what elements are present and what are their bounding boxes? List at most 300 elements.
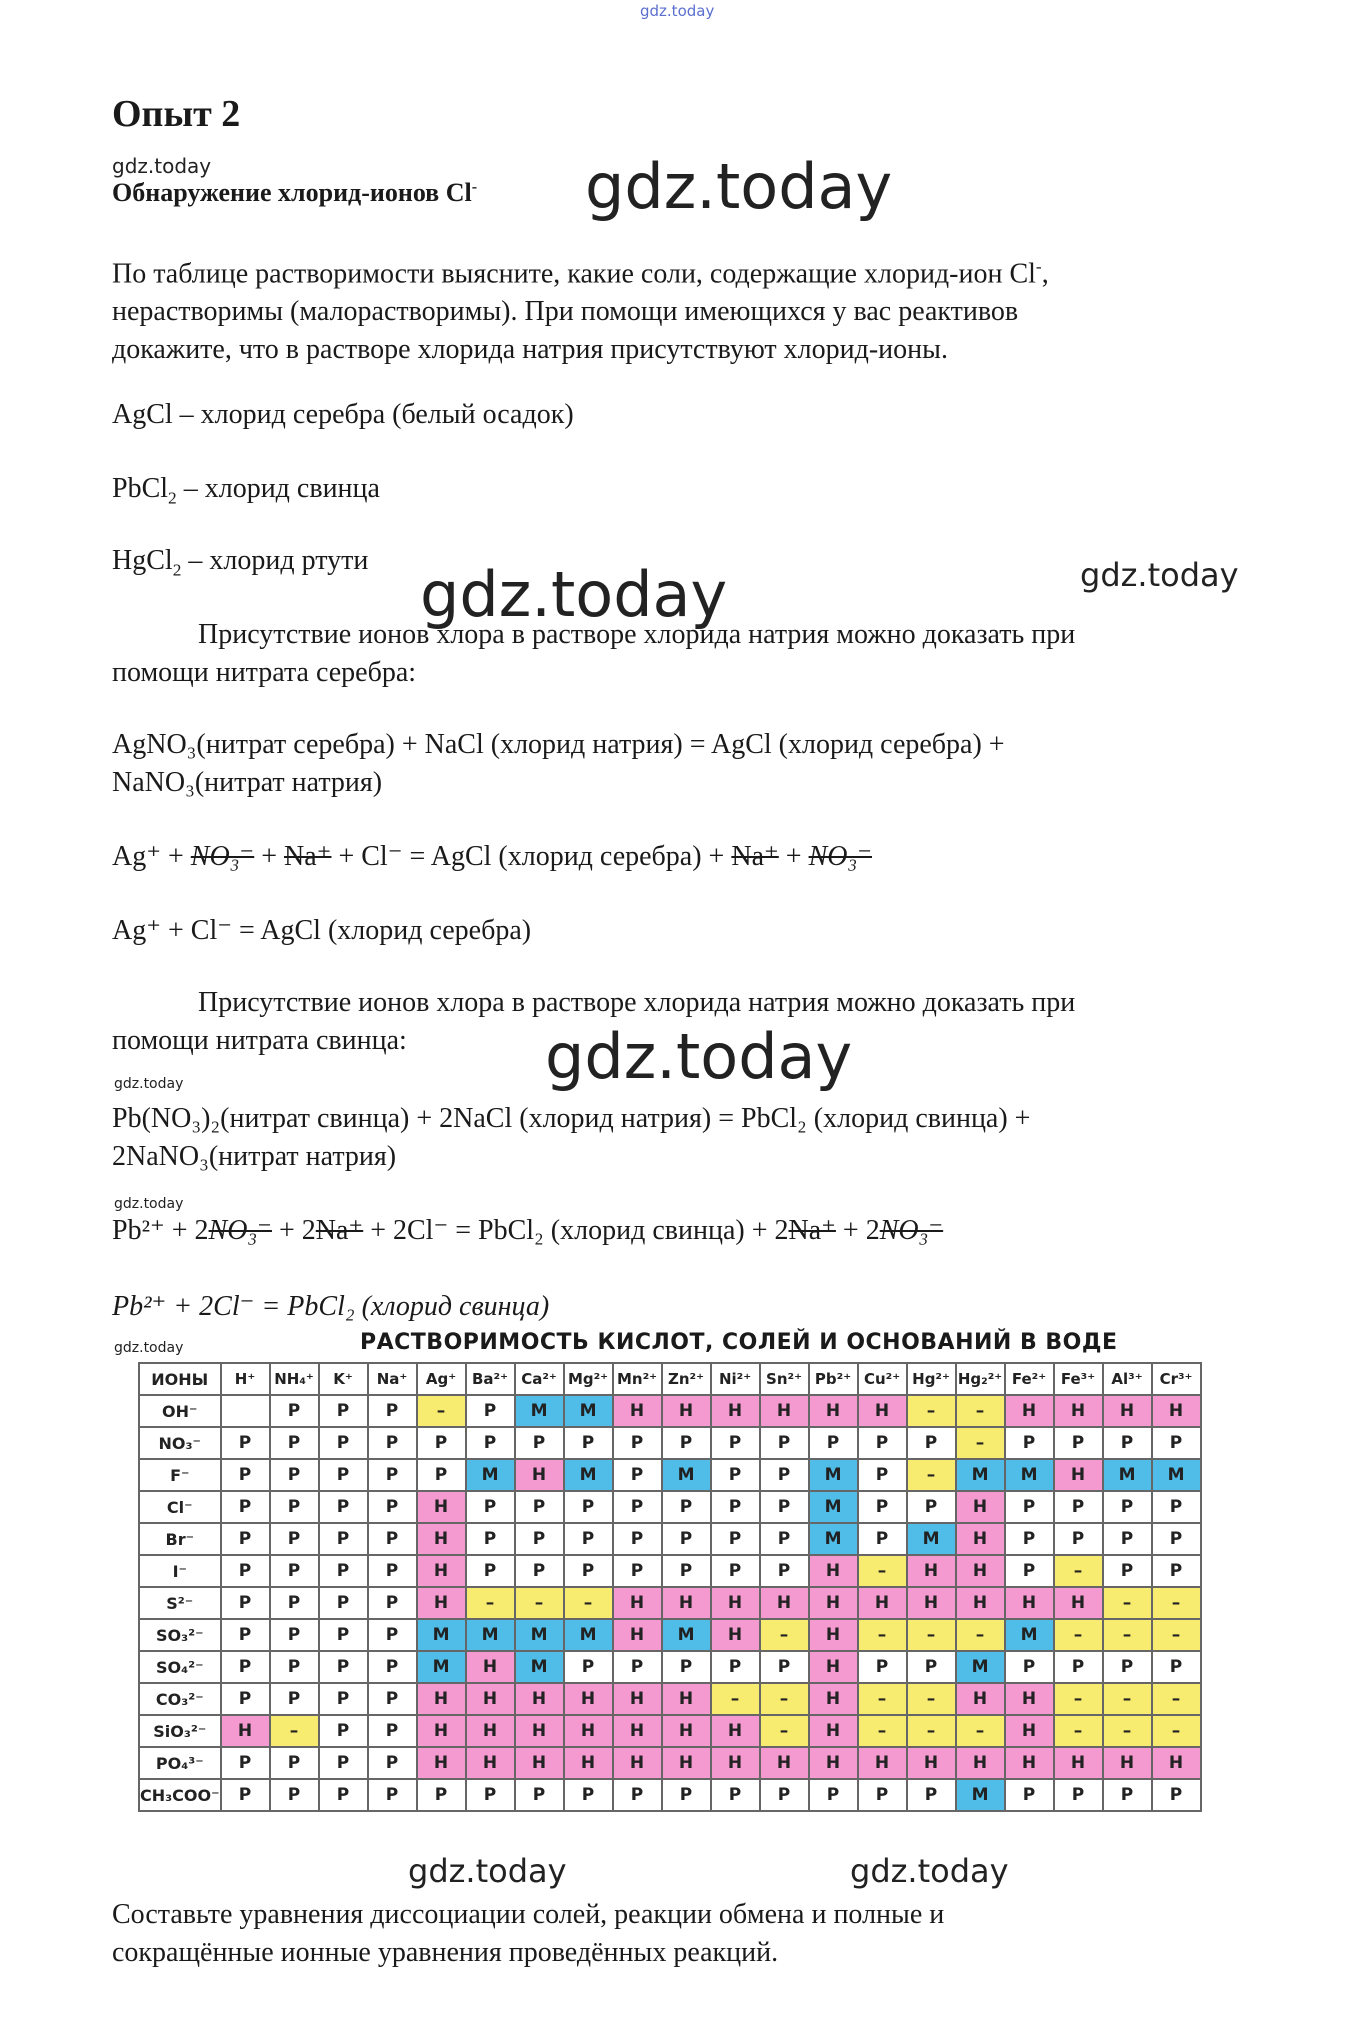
cation-header: Hg₂²⁺ [956, 1363, 1005, 1395]
solubility-cell: – [956, 1619, 1005, 1651]
solubility-cell: Р [662, 1651, 711, 1683]
cation-header: Cu²⁺ [858, 1363, 907, 1395]
solubility-cell: Н [907, 1747, 956, 1779]
cation-header: Zn²⁺ [662, 1363, 711, 1395]
watermark: gdz.today [114, 1076, 184, 1092]
solubility-cell: – [858, 1619, 907, 1651]
solubility-cell: Р [270, 1395, 319, 1427]
solubility-cell: М [907, 1523, 956, 1555]
solubility-cell: Р [564, 1555, 613, 1587]
solubility-cell: Р [319, 1619, 368, 1651]
table-row [139, 1651, 1201, 1683]
subtitle: Обнаружение хлорид-ионов Cl- [112, 178, 478, 207]
solubility-cell: Р [1005, 1523, 1054, 1555]
cation-header: Al³⁺ [1103, 1363, 1152, 1395]
solubility-cell: М [809, 1491, 858, 1523]
solubility-cell: Р [760, 1779, 809, 1811]
solubility-cell: Р [515, 1779, 564, 1811]
solubility-cell: Р [711, 1427, 760, 1459]
solubility-cell: Н [221, 1715, 270, 1747]
cation-header: Mg²⁺ [564, 1363, 613, 1395]
solubility-cell: Р [1005, 1555, 1054, 1587]
solubility-cell: М [809, 1523, 858, 1555]
solubility-cell: – [1152, 1715, 1201, 1747]
solubility-cell: Р [515, 1523, 564, 1555]
solubility-cell: Р [1152, 1523, 1201, 1555]
solubility-cell: Р [466, 1555, 515, 1587]
solubility-cell: Н [1054, 1459, 1103, 1491]
solubility-cell: – [417, 1395, 466, 1427]
solubility-cell: Р [319, 1523, 368, 1555]
solubility-cell: Р [613, 1555, 662, 1587]
solubility-cell: – [907, 1395, 956, 1427]
table-row [139, 1491, 1201, 1523]
solubility-cell: Н [809, 1715, 858, 1747]
table-row [139, 1395, 1201, 1427]
solubility-cell: Р [466, 1491, 515, 1523]
solubility-cell: Н [956, 1555, 1005, 1587]
solubility-cell: Р [1103, 1523, 1152, 1555]
solubility-cell: – [1103, 1619, 1152, 1651]
solubility-cell: Р [858, 1651, 907, 1683]
solubility-cell: М [1005, 1619, 1054, 1651]
solubility-cell: Р [319, 1683, 368, 1715]
solubility-cell [221, 1395, 270, 1427]
solubility-cell: – [858, 1715, 907, 1747]
solubility-cell: – [858, 1555, 907, 1587]
solubility-cell: Р [270, 1459, 319, 1491]
solubility-cell: Р [417, 1427, 466, 1459]
solubility-cell: Р [221, 1587, 270, 1619]
solubility-cell: Р [270, 1491, 319, 1523]
lead-full-ionic-equation: Pb²⁺ + 2NO₃⁻ + 2Na⁺ + 2Cl⁻ = PbCl₂ (хлорид свинца) + 2Na⁺ + 2NO₃⁻ [112, 1215, 944, 1246]
solubility-cell: Н [809, 1619, 858, 1651]
solubility-cell: Н [564, 1715, 613, 1747]
cation-header: K⁺ [319, 1363, 368, 1395]
solubility-cell: Н [662, 1747, 711, 1779]
solubility-cell: Р [711, 1555, 760, 1587]
solubility-cell: – [1103, 1715, 1152, 1747]
anion-header: NO₃⁻ [139, 1427, 221, 1459]
solubility-cell: – [760, 1683, 809, 1715]
solubility-cell: – [956, 1427, 1005, 1459]
solubility-cell: Н [858, 1395, 907, 1427]
solubility-cell: Н [858, 1747, 907, 1779]
solubility-cell: Р [1152, 1427, 1201, 1459]
solubility-cell: Н [809, 1651, 858, 1683]
solubility-cell: Р [613, 1523, 662, 1555]
solubility-cell: Н [515, 1459, 564, 1491]
watermark: gdz.today [1080, 556, 1239, 594]
solubility-cell: Н [564, 1683, 613, 1715]
solubility-cell: Р [858, 1779, 907, 1811]
solubility-cell: Р [221, 1619, 270, 1651]
table-header-row [139, 1363, 1201, 1395]
intro-paragraph: По таблице растворимости выясните, какие соли, содержащие хлорид-ион Cl-, нерастворимы (малорастворимы). При помощи имеющихся у вас реактивов докажите, что в растворе хлорида натрия присутствуют хлорид-ионы. [112, 257, 1049, 366]
solubility-cell: Р [858, 1491, 907, 1523]
solubility-cell: Н [417, 1491, 466, 1523]
solubility-cell: Р [760, 1651, 809, 1683]
table-row [139, 1747, 1201, 1779]
watermark: gdz.today [850, 1852, 1009, 1890]
solubility-cell: Р [662, 1555, 711, 1587]
solubility-cell: М [515, 1651, 564, 1683]
silver-full-ionic-equation: Ag⁺ + NO₃⁻ + Na⁺ + Cl⁻ = AgCl (хлорид серебра) + Na⁺ + NO₃⁻ [112, 841, 872, 872]
solubility-cell: Р [319, 1427, 368, 1459]
silver-intro: Присутствие ионов хлора в растворе хлорида натрия можно доказать при помощи нитрата серебра: [112, 619, 1076, 688]
solubility-cell: Р [1005, 1779, 1054, 1811]
solubility-cell: Р [515, 1427, 564, 1459]
solubility-cell: Р [319, 1555, 368, 1587]
salt-agcl: AgCl – хлорид серебра (белый осадок) [112, 399, 574, 430]
cation-header: Ni²⁺ [711, 1363, 760, 1395]
solubility-cell: Р [1103, 1779, 1152, 1811]
solubility-cell: Р [368, 1555, 417, 1587]
watermark: gdz.today [112, 154, 212, 178]
solubility-cell: Н [809, 1747, 858, 1779]
solubility-cell: Н [956, 1491, 1005, 1523]
solubility-cell: Н [1054, 1747, 1103, 1779]
solubility-cell: Н [760, 1587, 809, 1619]
solubility-cell: Н [1005, 1395, 1054, 1427]
solubility-cell: Р [711, 1491, 760, 1523]
solubility-cell: Н [956, 1747, 1005, 1779]
solubility-cell: – [760, 1715, 809, 1747]
solubility-cell: Н [1103, 1395, 1152, 1427]
solubility-cell: Р [564, 1779, 613, 1811]
solubility-cell: Р [270, 1779, 319, 1811]
solubility-cell: – [956, 1715, 1005, 1747]
solubility-cell: Р [319, 1651, 368, 1683]
solubility-cell: М [564, 1619, 613, 1651]
solubility-cell: Р [368, 1747, 417, 1779]
solubility-cell: – [1054, 1715, 1103, 1747]
solubility-cell: Р [466, 1427, 515, 1459]
watermark: gdz.today [114, 1196, 184, 1212]
solubility-cell: Р [270, 1651, 319, 1683]
solubility-cell: Р [319, 1395, 368, 1427]
solubility-cell: Р [319, 1491, 368, 1523]
solubility-cell: Р [368, 1683, 417, 1715]
solubility-cell: Р [711, 1651, 760, 1683]
solubility-cell: Р [368, 1523, 417, 1555]
solubility-cell: Р [466, 1779, 515, 1811]
solubility-cell: Н [417, 1587, 466, 1619]
solubility-cell: Р [1103, 1651, 1152, 1683]
solubility-cell: Р [760, 1427, 809, 1459]
table-row [139, 1683, 1201, 1715]
solubility-cell: – [466, 1587, 515, 1619]
solubility-cell: М [564, 1459, 613, 1491]
solubility-cell: Н [613, 1715, 662, 1747]
solubility-cell: Р [760, 1459, 809, 1491]
solubility-cell: Р [221, 1683, 270, 1715]
table-row [139, 1555, 1201, 1587]
solubility-cell: Р [417, 1779, 466, 1811]
solubility-cell: Р [221, 1459, 270, 1491]
solubility-cell: М [515, 1619, 564, 1651]
solubility-cell: Н [466, 1747, 515, 1779]
solubility-cell: Н [466, 1651, 515, 1683]
solubility-cell: Р [515, 1491, 564, 1523]
solubility-cell: Н [662, 1395, 711, 1427]
solubility-cell: Р [319, 1715, 368, 1747]
solubility-cell: Р [564, 1427, 613, 1459]
solubility-cell: Р [858, 1523, 907, 1555]
solubility-cell: Н [809, 1587, 858, 1619]
solubility-cell: Р [1054, 1427, 1103, 1459]
solubility-cell: Н [956, 1523, 1005, 1555]
cation-header: H⁺ [221, 1363, 270, 1395]
solubility-cell: Р [907, 1779, 956, 1811]
silver-molecular-equation: AgNO₃(нитрат серебра) + NaCl (хлорид натрия) = AgCl (хлорид серебра) + NaNO₃(нитрат натрия) [112, 729, 1005, 798]
solubility-cell: Р [270, 1555, 319, 1587]
solubility-cell: М [1005, 1459, 1054, 1491]
solubility-cell: Р [809, 1427, 858, 1459]
solubility-cell: М [1152, 1459, 1201, 1491]
solubility-cell: Р [368, 1715, 417, 1747]
solubility-cell: – [907, 1683, 956, 1715]
solubility-cell: Н [466, 1683, 515, 1715]
solubility-cell: Н [956, 1683, 1005, 1715]
solubility-cell: Н [809, 1395, 858, 1427]
silver-short-ionic-equation: Ag⁺ + Cl⁻ = AgCl (хлорид серебра) [112, 915, 532, 946]
solubility-cell: Р [417, 1459, 466, 1491]
solubility-cell: Н [417, 1683, 466, 1715]
solubility-cell: Н [956, 1587, 1005, 1619]
solubility-cell: Р [858, 1459, 907, 1491]
solubility-cell: Р [564, 1491, 613, 1523]
table-row [139, 1459, 1201, 1491]
solubility-cell: Н [1005, 1715, 1054, 1747]
solubility-cell: Р [1054, 1491, 1103, 1523]
solubility-cell: Н [760, 1747, 809, 1779]
solubility-cell: Н [417, 1747, 466, 1779]
lead-molecular-equation: Pb(NO₃)₂(нитрат свинца) + 2NaCl (хлорид натрия) = PbCl₂ (хлорид свинца) + 2NaNO₃(нитрат натрия) [112, 1103, 1031, 1172]
anion-header: CH₃COO⁻ [139, 1779, 221, 1811]
solubility-cell: Р [907, 1427, 956, 1459]
solubility-cell: Р [221, 1427, 270, 1459]
solubility-cell: Н [711, 1715, 760, 1747]
solubility-cell: Р [270, 1427, 319, 1459]
anion-header: Cl⁻ [139, 1491, 221, 1523]
anion-header: SO₃²⁻ [139, 1619, 221, 1651]
solubility-cell: Р [711, 1459, 760, 1491]
solubility-cell: Р [221, 1523, 270, 1555]
solubility-cell: Р [368, 1459, 417, 1491]
solubility-cell: Н [515, 1715, 564, 1747]
anion-header: PO₄³⁻ [139, 1747, 221, 1779]
solubility-cell: Р [221, 1491, 270, 1523]
solubility-cell: Н [760, 1395, 809, 1427]
solubility-cell: Р [270, 1619, 319, 1651]
cation-header: Sn²⁺ [760, 1363, 809, 1395]
solubility-cell: Н [907, 1587, 956, 1619]
solubility-cell: Р [368, 1651, 417, 1683]
solubility-cell: – [858, 1683, 907, 1715]
solubility-cell: – [1103, 1683, 1152, 1715]
solubility-cell: Н [613, 1395, 662, 1427]
solubility-cell: – [1103, 1587, 1152, 1619]
solubility-cell: – [907, 1715, 956, 1747]
solubility-cell: Р [613, 1459, 662, 1491]
watermark: gdz.today [114, 1340, 184, 1356]
anion-header: SO₄²⁻ [139, 1651, 221, 1683]
watermark: gdz.today [585, 150, 893, 223]
cation-header: NH₄⁺ [270, 1363, 319, 1395]
solubility-cell: Р [760, 1555, 809, 1587]
solubility-cell: – [1152, 1587, 1201, 1619]
solubility-cell: Н [1005, 1683, 1054, 1715]
solubility-cell: Н [858, 1587, 907, 1619]
solubility-cell: М [956, 1459, 1005, 1491]
solubility-cell: – [711, 1683, 760, 1715]
solubility-cell: – [1054, 1555, 1103, 1587]
solubility-cell: Р [270, 1683, 319, 1715]
solubility-cell: Р [1005, 1427, 1054, 1459]
salt-pbcl2: PbCl$_2$ – хлорид свинца [112, 473, 380, 508]
solubility-cell: Р [319, 1747, 368, 1779]
solubility-cell: Р [613, 1491, 662, 1523]
solubility-cell: Н [711, 1619, 760, 1651]
solubility-cell: Н [809, 1555, 858, 1587]
solubility-cell: М [417, 1619, 466, 1651]
solubility-cell: – [1054, 1619, 1103, 1651]
solubility-cell: Р [368, 1491, 417, 1523]
watermark: gdz.today [640, 2, 715, 20]
watermark: gdz.today [420, 558, 728, 631]
solubility-cell: Н [907, 1555, 956, 1587]
lead-short-ionic-equation: Pb²⁺ + 2Cl⁻ = PbCl₂ (хлорид свинца) [112, 1291, 550, 1322]
solubility-cell: Р [1103, 1491, 1152, 1523]
solubility-cell: – [907, 1619, 956, 1651]
solubility-cell: М [1103, 1459, 1152, 1491]
cation-header: Mn²⁺ [613, 1363, 662, 1395]
solubility-cell: Р [270, 1747, 319, 1779]
solubility-cell: Р [515, 1555, 564, 1587]
solubility-cell: Р [466, 1395, 515, 1427]
solubility-cell: Р [1152, 1651, 1201, 1683]
solubility-cell: Р [907, 1491, 956, 1523]
solubility-cell: М [466, 1619, 515, 1651]
solubility-cell: Р [858, 1427, 907, 1459]
cation-header: Ag⁺ [417, 1363, 466, 1395]
solubility-cell: – [1152, 1683, 1201, 1715]
solubility-cell: Р [1005, 1491, 1054, 1523]
solubility-cell: Н [466, 1715, 515, 1747]
solubility-cell: Р [270, 1523, 319, 1555]
solubility-cell: Р [221, 1747, 270, 1779]
solubility-cell: Р [368, 1427, 417, 1459]
solubility-table [138, 1362, 1202, 1812]
table-corner-header: ИОНЫ [139, 1363, 221, 1395]
outro-paragraph: Составьте уравнения диссоциации солей, реакции обмена и полные и сокращённые ионные уравнения проведённых реакций. [112, 1899, 945, 1968]
solubility-cell: Н [1103, 1747, 1152, 1779]
solubility-cell: Р [613, 1779, 662, 1811]
solubility-cell: Н [613, 1587, 662, 1619]
solubility-cell: – [956, 1395, 1005, 1427]
anion-header: S²⁻ [139, 1587, 221, 1619]
cation-header: Na⁺ [368, 1363, 417, 1395]
solubility-cell: Р [1005, 1651, 1054, 1683]
solubility-cell: Н [809, 1683, 858, 1715]
solubility-cell: М [956, 1779, 1005, 1811]
solubility-cell: Р [662, 1427, 711, 1459]
solubility-cell: Р [319, 1459, 368, 1491]
solubility-cell: Р [221, 1779, 270, 1811]
solubility-cell: Р [662, 1779, 711, 1811]
solubility-cell: Р [809, 1779, 858, 1811]
anion-header: CO₃²⁻ [139, 1683, 221, 1715]
solubility-cell: – [1152, 1619, 1201, 1651]
anion-header: OH⁻ [139, 1395, 221, 1427]
solubility-cell: М [417, 1651, 466, 1683]
anion-header: F⁻ [139, 1459, 221, 1491]
solubility-cell: – [270, 1715, 319, 1747]
solubility-cell: Р [711, 1779, 760, 1811]
cation-header: Hg²⁺ [907, 1363, 956, 1395]
solubility-cell: Р [1054, 1651, 1103, 1683]
solubility-cell: Р [221, 1555, 270, 1587]
solubility-cell: Р [1152, 1555, 1201, 1587]
solubility-cell: Н [711, 1747, 760, 1779]
solubility-cell: Р [1054, 1779, 1103, 1811]
solubility-cell: Н [662, 1587, 711, 1619]
solubility-cell: Р [319, 1587, 368, 1619]
anion-header: SiO₃²⁻ [139, 1715, 221, 1747]
solubility-cell: – [515, 1587, 564, 1619]
solubility-cell: Н [662, 1683, 711, 1715]
cation-header: Ba²⁺ [466, 1363, 515, 1395]
solubility-cell: Р [1152, 1491, 1201, 1523]
solubility-cell: М [662, 1619, 711, 1651]
page-title: Опыт 2 [112, 93, 241, 135]
solubility-cell: Н [1152, 1747, 1201, 1779]
solubility-cell: Н [417, 1555, 466, 1587]
solubility-cell: Н [613, 1747, 662, 1779]
cation-header: Ca²⁺ [515, 1363, 564, 1395]
solubility-cell: Н [1054, 1587, 1103, 1619]
cation-header: Fe²⁺ [1005, 1363, 1054, 1395]
solubility-cell: М [956, 1651, 1005, 1683]
table-row [139, 1587, 1201, 1619]
solubility-cell: Р [564, 1651, 613, 1683]
table-row [139, 1619, 1201, 1651]
table-row [139, 1523, 1201, 1555]
solubility-cell: Р [907, 1651, 956, 1683]
solubility-cell: Н [515, 1683, 564, 1715]
solubility-cell: Р [270, 1587, 319, 1619]
solubility-cell: Р [613, 1651, 662, 1683]
solubility-cell: Н [1005, 1587, 1054, 1619]
cation-header: Pb²⁺ [809, 1363, 858, 1395]
solubility-cell: Н [1054, 1395, 1103, 1427]
solubility-cell: Р [1152, 1779, 1201, 1811]
solubility-cell: М [466, 1459, 515, 1491]
solubility-cell: Н [613, 1619, 662, 1651]
solubility-cell: – [760, 1619, 809, 1651]
solubility-cell: Р [466, 1523, 515, 1555]
table-row [139, 1715, 1201, 1747]
table-title: РАСТВОРИМОСТЬ КИСЛОТ, СОЛЕЙ И ОСНОВАНИЙ В ВОДЕ [360, 1330, 1118, 1355]
solubility-cell: Н [1005, 1747, 1054, 1779]
solubility-cell: Р [368, 1619, 417, 1651]
solubility-cell: Р [1054, 1523, 1103, 1555]
solubility-cell: Р [1103, 1427, 1152, 1459]
solubility-cell: Р [662, 1523, 711, 1555]
solubility-cell: Н [711, 1395, 760, 1427]
solubility-cell: Р [564, 1523, 613, 1555]
